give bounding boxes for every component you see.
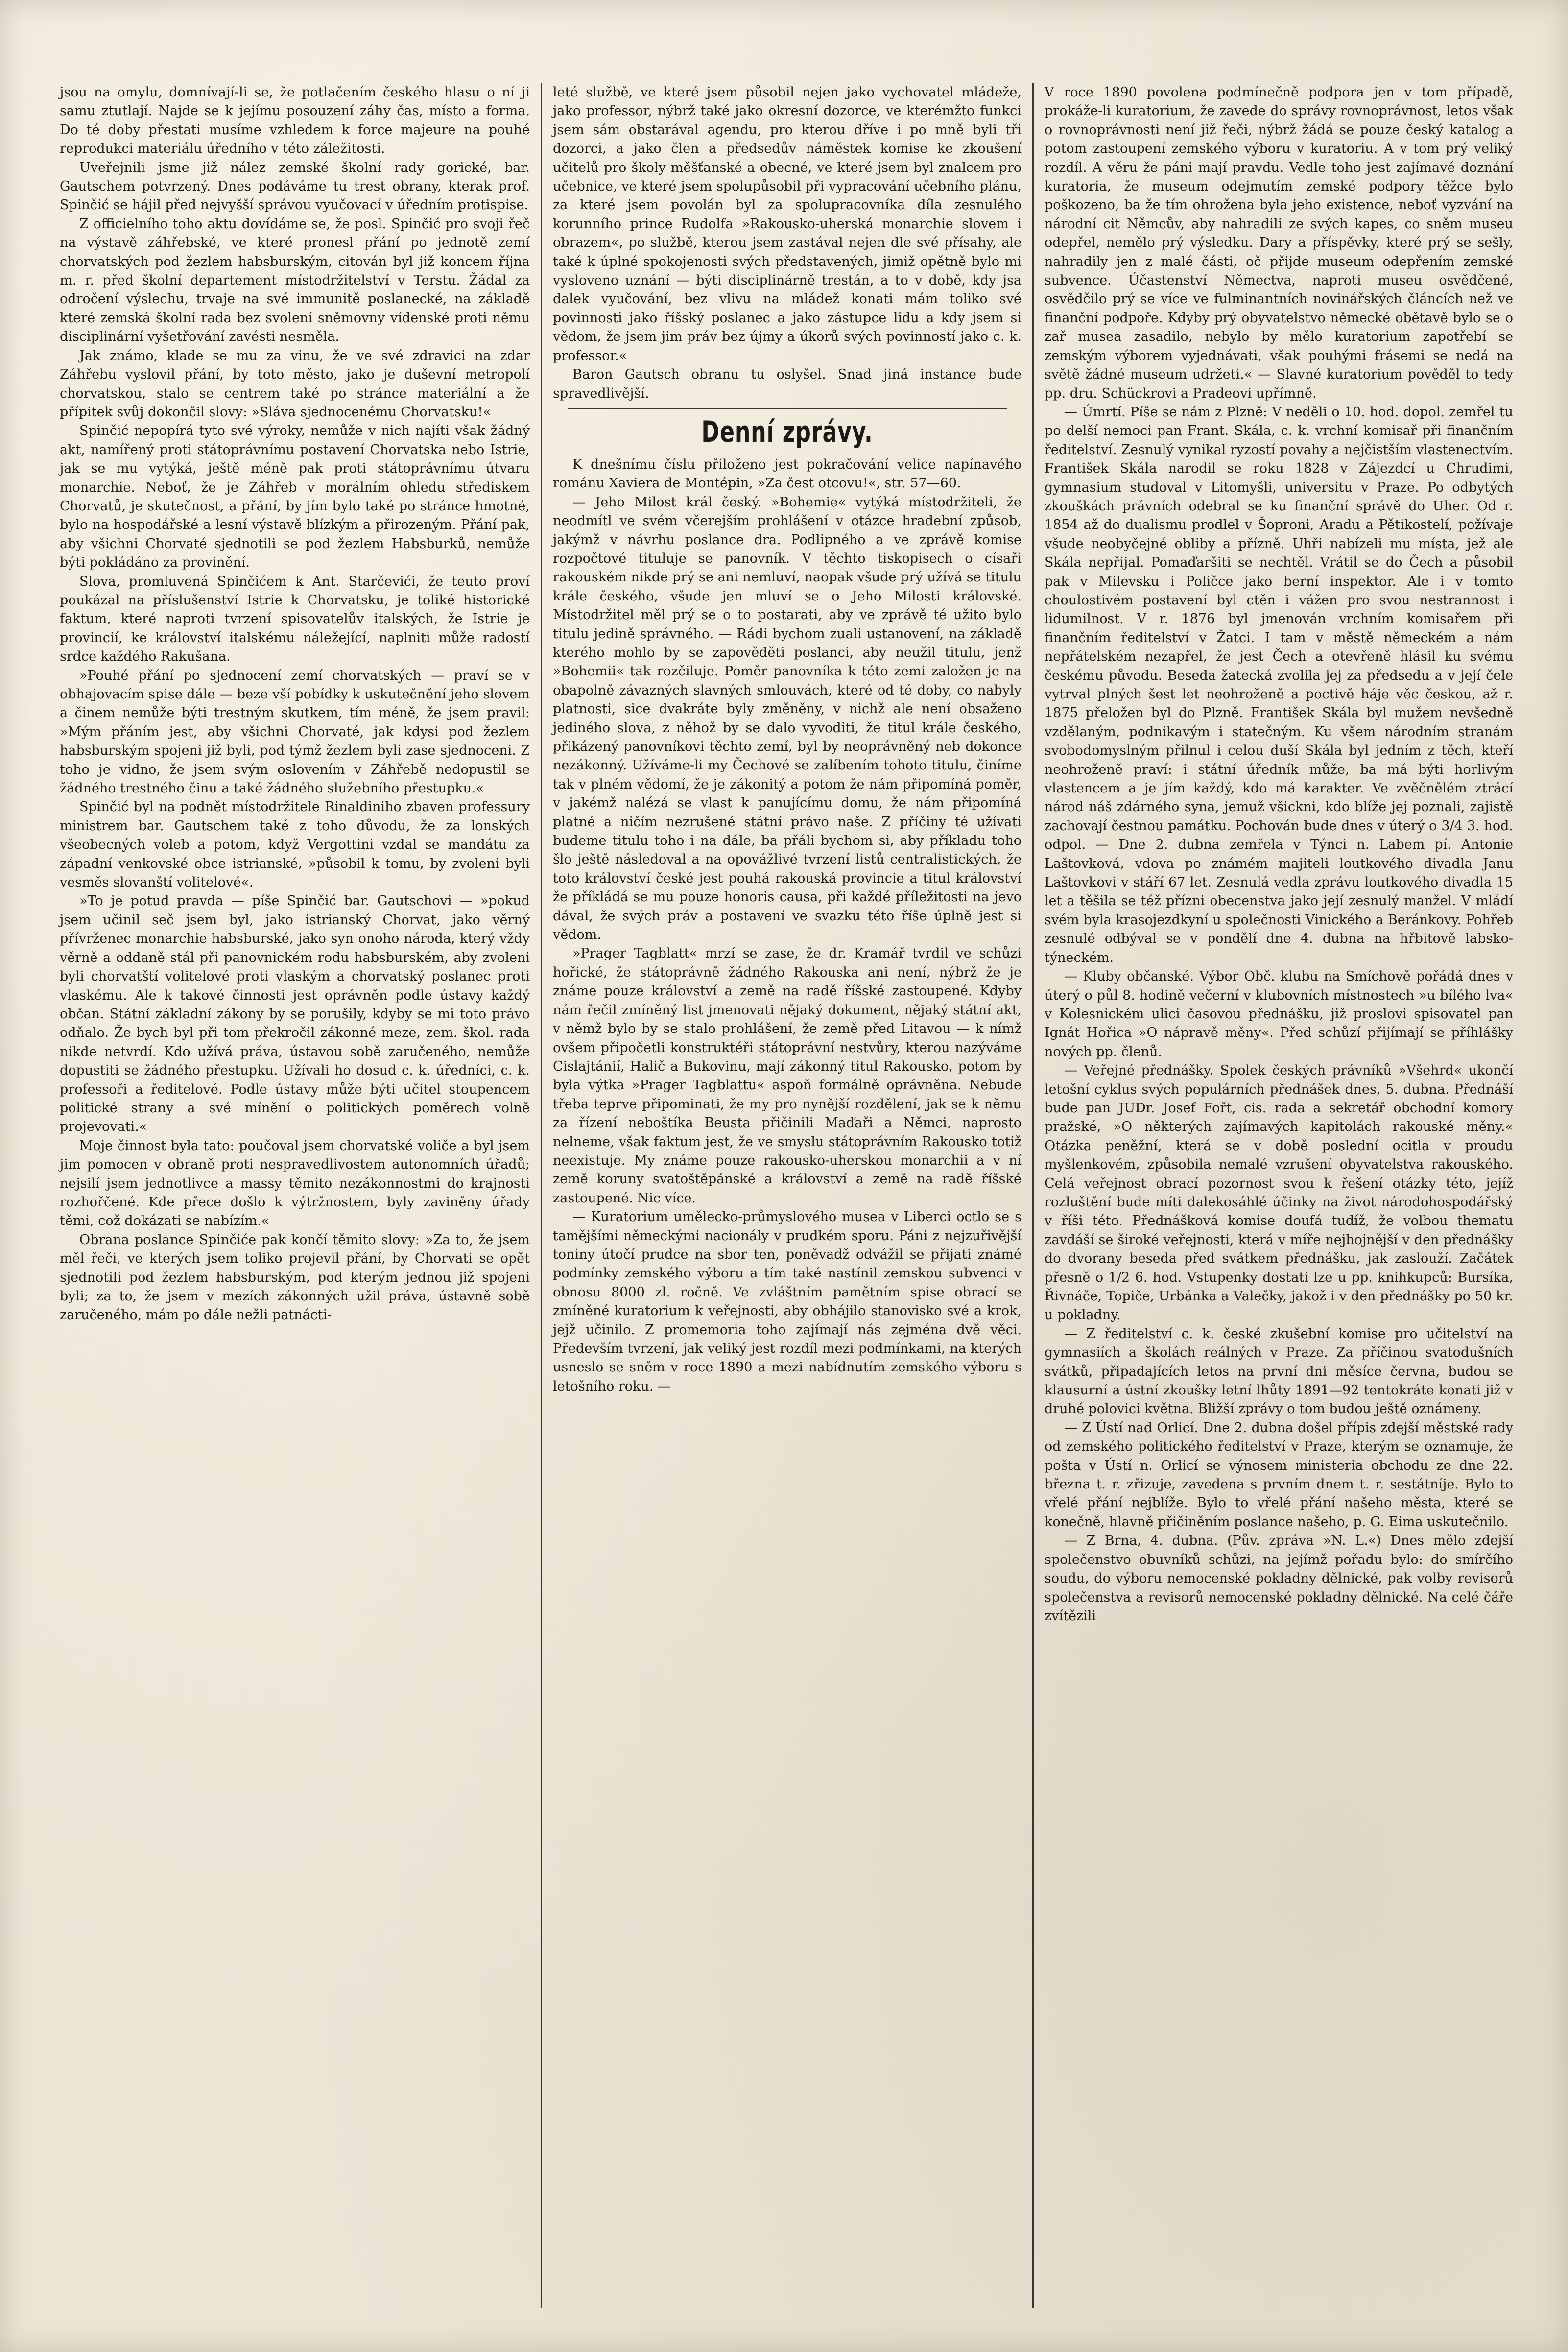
paragraph: — Úmrtí. Píše se nám z Plzně: V neděli o 10. hod. dopol. zemřel tu po delší nemoci pan Frant. Skála, c. k. vrchní komisař při finančním ředitelství. Zesnulý vynikal ryzostí povahy a nejčistším vlastenectvím. František Skála narodil se roku 1828 v Zájezdcí u Chrudimi, gymnasium studoval v Litomyšli, universitu v Praze. Po odbytých zkouškách právních odebral se ku finanční správě do Uher. Od r. 1854 až do dualismu prodlel v Šoproni, Aradu a Pětikostelí, požívaje všude neobyčejné obliby a přízně. Uhři nabízeli mu místa, jež ale Skála nepřijal. Pomaďaršiti se nechtěl. Vrátil se do Čech a působil pak v Milevsku i Poličce jako berní inspektor. Ale i v tomto choulostivém postavení byl ctěn i vážen pro svou nestrannost i lidumilnost. V r. 1876 byl jmenován vrchním komisařem při finančním ředitelství v Žatci. I tam v městě německém a nám nepřátelském nezapřel, že jest Čech a otevřeně hlásil ku svému českému původu. Beseda žatecká zvolila jej za předsedu a v její čele vytrval plných šest let neohroženě a poctivě háje věc českou, až r. 1875 přeložen byl do Plzně. František Skála byl mužem nevšedně vzdělaným, podnikavým i statečným. Ku všem národním stranám svobodomyslným přilnul i celou duší Skála byl jedním z těch, kteří neohroženě praví: i státní úředník může, ba má býti horlivým vlastencem a je jím každý, kdo má karakter. Ve zvěčnělém ztrácí národ náš zdárného syna, jemuž všickni, kdo blíže jej poznali, zajistě zachovají čestnou památku. Pochován bude dnes v úterý o 3/4 3. hod. odpol. — Dne 2. dubna zemřela v Týnci n. Labem pí. Antonie Laštovková, vdova po známém majiteli loutkového divadla Janu Laštovkovi v stáří 67 let. Zesnulá vedla zprávu loutkového divadla 15 let a těšila se též přízni obecenstva jako její zesnulý manžel. V mládí svém byla krasojezdkyní u společnosti Vinického a Beránkovy. Pohřeb zesnulé odbýval se v pondělí dne 4. dubna na hřbitově labsko-týneckém. <box>1045 404 1513 965</box>
paragraph: Spinčić nepopírá tyto své výroky, nemůže v nich najíti však žádný akt, namířený proti státoprávnímu postavení Chorvatska nebo Istrie, jak se mu vytýká, ještě méně pak proti státoprávnímu útvaru monarchie. Neboť, že je Záhřeb v morálním ohledu střediskem Chorvatů, je skutečnost, a přání, by jím bylo také po stránce hmotné, bylo na hospodářské a lesní výstavě blízkým a přirozeným. Přání pak, aby všichni Chorvaté sjednotili se pod žezlem Habsburků, nemůže býti pokládáno za provinění. <box>60 423 530 571</box>
news-item: K dnešnímu číslu přiloženo jest pokračování velice napínavého románu Xaviera de Montépin, »Za čest otcovu!«, str. 57—60. <box>553 456 1022 491</box>
text-columns <box>49 83 1524 2308</box>
paragraph: Slova, promluvená Spinčićem k Ant. Starčevići, že teuto proví poukázal na příslušenství Istrie k Chorvatsku, je toliké historické faktum, které naproti tvrzení spisovatelův italských, že Istrie je provincií, ke království italskému náležející, naplniti může radostí srdce každého Rakušana. <box>60 574 530 665</box>
paragraph: Uveřejnili jsme již nález zemské školní rady gorické, bar. Gautschem potvrzený. Dnes podáváme tu trest obrany, kterak prof. Spinčić se hájil před nejvyšší správou vyučovací v úředním protispise. <box>60 160 530 213</box>
paragraph: Z officielního toho aktu dovídáme se, že posl. Spinčić pro svoji řeč na výstavě záhřebské, ve které pronesl přání po jednotě zemí chorvatských pod žezlem habsburským, citován byl již koncem října m. r. před školní departement místodržitelství v Terstu. Žádal za odročení výslechu, trvaje na své immunitě poslanecké, na základě které zemská školní rada bez svolení sněmovny vídenské proti němu disciplinární vyšetřování zavésti nesměla. <box>60 216 530 345</box>
paragraph: Moje činnost byla tato: poučoval jsem chorvatské voliče a byl jsem jim pomocen v obraně proti nespravedlivostem autonomních úřadů; nejsilí jsem jednotlivce a massy těmito nezákonnostmi do krajnosti rozhořčené. Kde přece došlo k výtržnostem, byly zaviněny úřady těmi, což dokázati se nabízím.« <box>60 1138 530 1229</box>
paragraph: »To je potud pravda — píše Spinčić bar. Gautschovi — »pokud jsem učinil seč jsem byl, jako istrianský Chorvat, jako věrný přívrženec monarchie habsburské, jako syn onoho národa, který vždy věrně a oddaně stál při panovnickém rodu habsburském, aby zvoleni byli chorvatští volitelové proti vlaským a chorvatský poslanec proti vlaskému. Ale k takové činnosti jest oprávněn podle ústavy každý občan. Státní základní zákony by se porušily, kdyby se mi toto právo odňalo. Že bych byl při tom překročil zákonné meze, zem. škol. rada nikde netvrdí. Kdo užívá práva, ústavou sobě zaručeného, nemůže dopustiti se žádného přestupku. Užívali ho dosud c. k. úředníci, c. k. professoři a ředitelové. Podle ústavy může býti učitel stoupencem politické strany a své mínění o politických poměrech volně projevovati.« <box>60 893 530 1135</box>
column-middle <box>541 83 1032 2308</box>
news-item: »Prager Tagblatt« mrzí se zase, že dr. Kramář tvrdil ve schůzi hořické, že státoprávně žádného Rakouska ani není, nýbrž že je známe pouze království a země na radě říšské zastoupené. Kdyby nám řečil zmíněný list jmenovati nějaký dokument, nějaký státní akt, v němž bylo by se stalo prohlášení, že země před Litavou — k nímž ovšem připočetli konstruktéři státoprávní nestvůry, kterou nazýváme Cislajtánií, Halič a Bukovinu, mají zákonný titul Rakousko, potom by byla výtka »Prager Tagblattu« aspoň formálně oprávněna. Nebude třeba teprve připominati, že my pro nynější rozdělení, jak se k němu za řízení neboštíka Beusta přičinili Maďaři a Němci, naprosto nelneme, však faktum jest, že ve smyslu státoprávním Rakousko totiž neexistuje. My známe pouze rakousko-uherskou monarchii a v ní země koruny svatoštěpánské a království a země na radě říšské zastoupené. Nic více. <box>553 946 1022 1206</box>
paragraph: Obrana poslance Spinčiće pak končí těmito slovy: »Za to, že jsem měl řeči, ve kterých jsem toliko projevil přání, by Chorvati se opět sjednotili pod žezlem habsburským, pod kterým jednou již spojeni byli; za to, že jsem v mezích zákonných užil práva, ústavně sobě zaručeného, mám po dále nežli patnácti- <box>60 1232 530 1323</box>
paragraph: — Z Ústí nad Orlicí. Dne 2. dubna došel přípis zdejší městské rady od zemského politického ředitelství v Praze, kterým se oznamuje, že pošta v Ústí n. Orlicí se výnosem ministeria obchodu ze dne 22. března t. r. zřizuje, zavedena s prvním dnem t. r. sestátníje. Bylo to vřelé přání nejblíže. Bylo to vřelé přání našeho města, které se konečně, hlavně přičiněním poslance našeho, p. G. Eima uskutečnilo. <box>1045 1420 1513 1530</box>
section-heading: Denní zprávy. <box>701 414 873 449</box>
paragraph: jsou na omylu, domnívají-li se, že potlačením českého hlasu o ní ji samu ztutlají. Najde se k jejímu posouzení záhy čas, místo a forma. Do té doby přestati musíme vzhledem k force majeure na pouhé reprodukci materiálu úředního v této záležitosti. <box>60 85 530 157</box>
paragraph: leté službě, ve které jsem působil nejen jako vychovatel mládeže, jako professor, nýbrž také jako okresní dozorce, ve kterémžto funkci jsem sám obstarával agendu, pro kterou dříve i po mně byli tři dozorci, a jako člen a předsedův náměstek komise ke zkoušení učitelů pro školy měšťanské a obecné, ve které jsem byl znalcem pro učebnice, ve které jsem spolupůsobil při vypracování učebního plánu, za které jsem povolán byl za spolupracovníka díla zesnulého korunního prince Rudolfa »Rakousko-uherská monarchie slovem i obrazem«, po službě, kterou jsem zastával nejen dle své přísahy, ale také k úplné spokojenosti svých představených, jimiž opětně bylo mi vysloveno uznání — býti disciplinárně trestán, a to v době, kdy jsa dalek vyučování, bez vlivu na mládež konati mám toliko své povinnosti jako říšský poslanec a jako zástupce lidu a kdy jsem si vědom, že jsem jim práv bez újmy a úkorů svých povinností jako c. k. professor.« <box>553 85 1022 363</box>
paragraph: Spinčić byl na podnět místodržitele Rinaldiniho zbaven professury ministrem bar. Gautschem také z toho důvodu, že za lonských všeobecných voleb a potom, když Vergottini vzdal se mandátu za západní venkovské obce istrianské, »působil k tomu, by zvoleni byli vesměs slovanští volitelové«. <box>60 799 530 890</box>
paragraph: — Z ředitelství c. k. české zkušební komise pro učitelství na gymnasiích a školách reálných v Praze. Za příčinou svatodušních svátků, připadajících letos na první dni měsíce června, budou se klausurní a ústní zkoušky letní lhůty 1891—92 tentokráte konati již v druhé polovici května. Bližší zprávy o tom budou ještě oznámeny. <box>1045 1326 1513 1417</box>
paragraph: — Kluby občanské. Výbor Obč. klubu na Smíchově pořádá dnes v úterý o půl 8. hodině večerní v klubovních místnostech »u bílého lva« v Kolesnickém ulici časovou přednášku, již proslovi spisovatel pan Ignát Hořica »O nápravě měny«. Před schůzí přijímají se příhlášky nových pp. členů. <box>1045 969 1513 1059</box>
news-item: — Jeho Milost král český. »Bohemie« vytýká místodržiteli, že neodmítl ve svém včerejším prohlášení v otázce hradební způsob, jakýmž v návrhu poslance dra. Podlipného a ve zprávě komise rozpočtové tituluje se panovník. V těchto tiskopisech o císaři rakouském nikde prý se ani nemluví, naopak všude prý užívá se titulu krále českého, všude jen mluví se o Jeho Milosti královské. Místodržitel měl prý se o to postarati, aby ve zprávě té užito bylo titulu jedině správného. — Rádi bychom zuali ustanovení, na základě kterého mohlo by se zapověděti poslanci, aby neužil titulu, jenž »Bohemii« tak rozčiluje. Poměr panovníka k této zemi založen je na obapolně závazných slavných smlouvách, které od té doby, co nabyly platnosti, sice dvakráte byly změněny, v nichž ale není obsaženo jediného slova, z něhož by se dalo vyvoditi, že titul krále českého, přikázený panovníkovi těchto zemí, byl by neoprávněný neb dokonce nezákonný. Užíváme-li my Čechové se zalíbením tohoto titulu, činíme tak v plném vědomí, že je zákonitý a potom že nám připomíná poměr, v jakémž nalézá se vlast k panujícímu domu, že nám připomíná platné a ničím nezrušené státní právo naše. Z příčiny té užívati budeme titulu toho i na dále, ba přáli bychom si, aby příkladu toho šlo ještě následoval a na opovážlivé tvrzení listů centralistických, že toto království české jest pouhá rakouská provincie a titul království že příkládá se mu pouze honoris causa, při každé příležitosti na jevo dával, že svých práv a postavení ve svazku této říše úplně jest si vědom. <box>553 494 1022 943</box>
column-left <box>49 83 541 2308</box>
news-item: — Kuratorium umělecko-průmyslového musea v Liberci octlo se s tamějšími německými nacionály v prudkém sporu. Páni z nejzuřivější toniny útočí prudce na sbor ten, poněvadž odvážil se přijati známé podmínky zemského výboru a tím také nastínil zemskou subvenci v obnosu 8000 zl. ročně. Ve zvláštním pamětním spise obrací se zmíněné kuratorium k veřejnosti, aby obhájilo stanovisko své a krok, jejž učinilo. Z promemoria toho zajímají nás zejména dvě věci. Především tvrzení, jak veliký jest rozdíl mezi podmínkami, na kterých usneslo se sněm v roce 1890 a mezi nabídnutím zemského výboru s letošního roku. — <box>553 1209 1022 1394</box>
paragraph: Baron Gautsch obranu tu oslyšel. Snad jiná instance bude spravedlivější. <box>553 367 1022 401</box>
section-divider <box>568 408 1007 409</box>
paragraph: V roce 1890 povolena podmínečně podpora jen v tom případě, prokáže-li kuratorium, že zavede do správy rovnoprávnost, letos však o rovnoprávnosti není již řeči, nýbrž žádá se pouze český katalog a potom zastoupení zemského výboru v kuratoriu. A v tom prý veliký rozdíl. A věru že páni mají pravdu. Vedle toho jest zajímavé doznání kuratoria, že museum odejmutím zemské podpory těžce bylo poškozeno, ba že tím ohrožena byla jeho existence, neboť vyzvání na národní cit Němcův, aby nahradili ze svých kapes, co sněm museu odepřel, nemělo prý výsledku. Dary a příspěvky, které prý se sešly, nahradily jen z malé části, oč přijde museum odepřením zemské subvence. Účastenství Němectva, naproti museu osvědčené, osvědčilo prý se více ve fulminantních novinářských článcích než ve finanční podpoře. Kdyby prý obyvatelstvo německé obětavě bylo se o zař musea zasadilo, nebylo by mělo kuratorium zapotřebí se zemským výborem vyjednávati, však pouhými frásemi se nedá na světě žádné museum udržeti.« — Slavné kuratorium pověděl to tedy pp. dru. Schückrovi a Pradeovi upřímně. <box>1045 85 1513 401</box>
paragraph: Jak známo, klade se mu za vinu, že ve své zdravici na zdar Záhřebu vyslovil přání, by toto město, jako je duševní metropolí chorvatskou, stalo se centrem také po stránce materiální a že přípitek svůj dokončil slovy: »Sláva sjednocenému Chorvatsku!« <box>60 348 530 420</box>
paragraph: — Z Brna, 4. dubna. (Pův. zpráva »N. L.«) Dnes mělo zdejší společenstvo obuvníků schůzi, na jejímž pořadu bylo: do smírčího soudu, do výboru nemocenské pokladny dělnické, pak volby revisorů společenstva a revisorů nemocenské pokladny dělnické. Na celé čáře zvítězili <box>1045 1533 1513 1624</box>
column-right <box>1032 83 1524 2308</box>
paragraph: »Pouhé přání po sjednocení zemí chorvatských — praví se v obhajovacím spise dále — beze vší pobídky k uskutečnění jeho slovem a činem nemůže býti trestným skutkem, tím méně, že jsem pravil: »Mým přáním jest, aby všichni Chorvaté, jak kdysi pod žezlem habsburským spojeni již byli, pod týmž žezlem byli zase sjednoceni. Z toho je vidno, že jsem svým oslovením v Záhřebě nedopustil se žádného trestného činu a také žádného služebního přestupku.« <box>60 668 530 796</box>
paragraph: — Veřejné přednášky. Spolek českých právníků »Všehrd« ukončí letošní cyklus svých populárních přednášek dnes, 5. dubna. Přednáší bude pan JUDr. Josef Fořt, cis. rada a sekretář obchodní komory pražské, »O některých zajímavých kapitolách rakouské měny.« Otázka peněžní, která se v době poslední ocitla v proudu myšlenkovém, způsobila nemalé vzrušení obyvatelstva rakouského. Celá veřejnost obrací pozornost svou k řešení otázky této, jejíž rozluštění bude míti dalekosáhlé účinky na život národohospodářský v říši této. Přednášková komise doufá tudíž, že volbou thematu zavdáší se široké veřejnosti, která v míře nejhojnější v den přednášky do dvorany beseda před svátkem přednášku, jak zaslouží. Začátek přesně o 1/2 6. hod. Vstupenky dostati lze u pp. knihkupců: Bursíka, Řivnáče, Topiče, Urbánka a Valečky, jakož i v den přednášky po 50 kr. u pokladny. <box>1045 1063 1513 1323</box>
